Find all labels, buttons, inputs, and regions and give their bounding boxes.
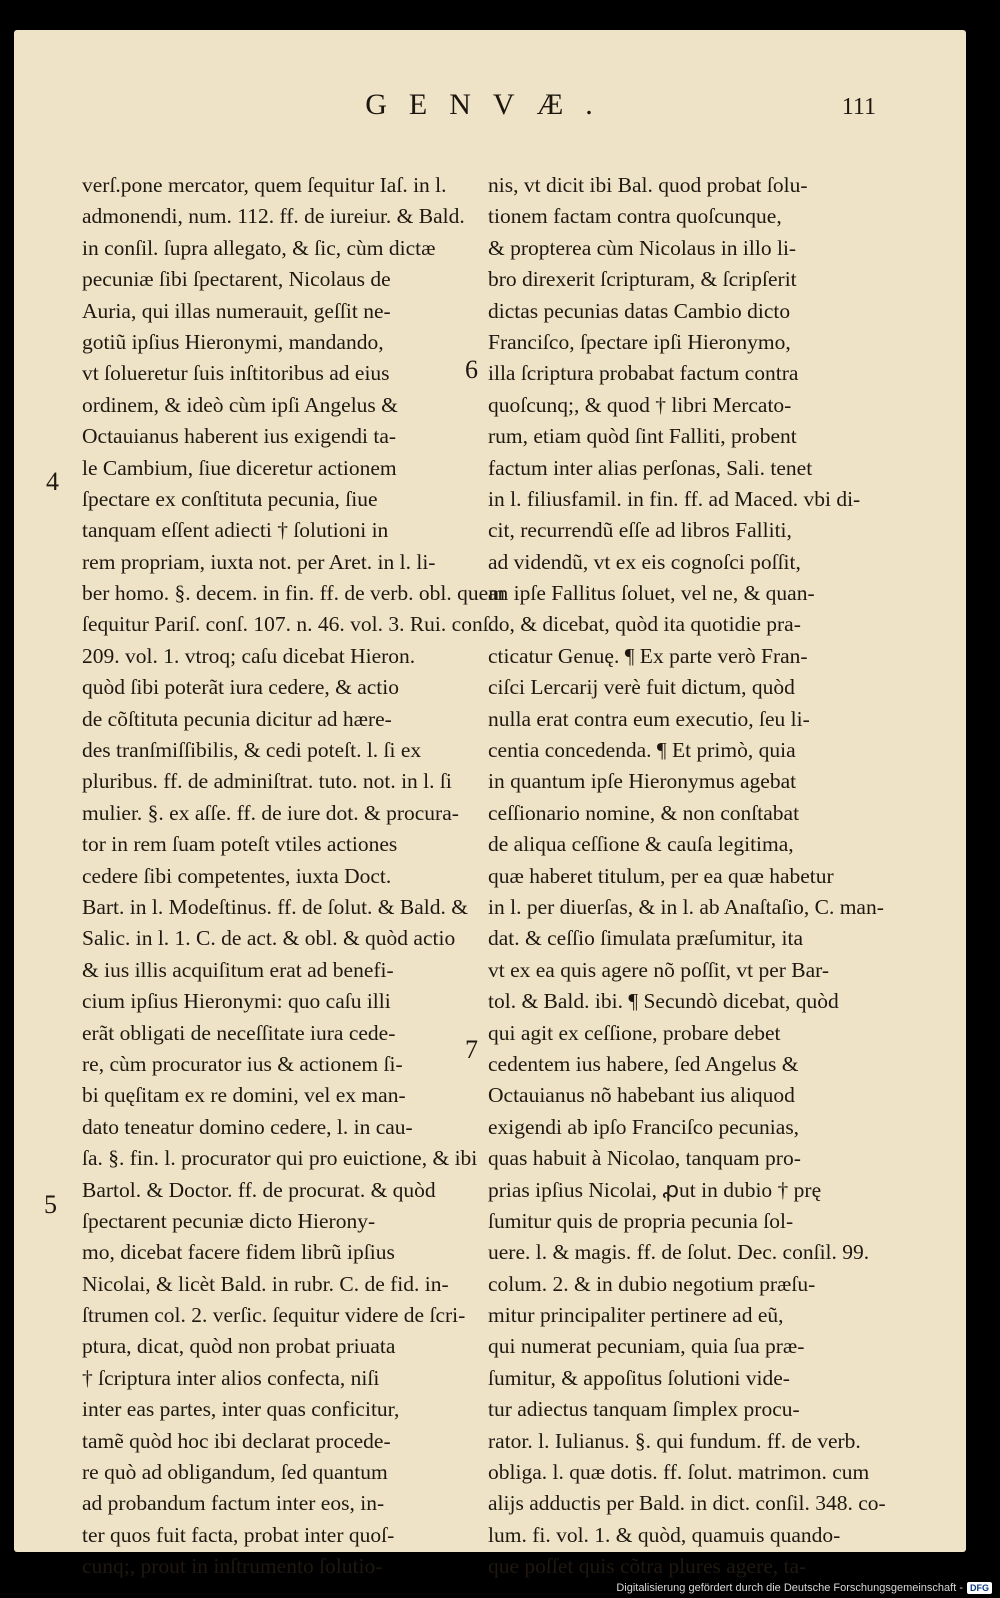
- text-line: lum. fi. vol. 1. & quòd, quamuis quando-: [488, 1522, 841, 1547]
- text-line: rator. l. Iulianus. §. qui fundum. ff. de verb.: [488, 1428, 861, 1453]
- text-line: quæ haberet titulum, per ea quæ habetur: [488, 863, 834, 888]
- text-line: Nicolai, & licèt Bald. in rubr. C. de fid. in-: [82, 1271, 449, 1296]
- text-line: tur adiectus tanquam ſimplex procu-: [488, 1397, 800, 1422]
- text-line: rem propriam, iuxta not. per Aret. in l. li-: [82, 549, 436, 574]
- text-line: in l. per diuerſas, & in l. ab Anaſtaſio, C. man-: [488, 894, 884, 919]
- text-line: Bartol. & Doctor. ff. de procurat. & quòd: [82, 1177, 436, 1202]
- text-line: † ſcriptura inter alios confecta, niſi: [82, 1365, 380, 1390]
- text-line: ſa. §. fin. l. procurator qui pro euictione, & ibi: [82, 1146, 478, 1171]
- text-line: quas habuit à Nicolao, tanquam pro-: [488, 1146, 801, 1171]
- margin-number-5: 5: [44, 1190, 57, 1219]
- text-line: an ipſe Fallitus ſoluet, vel ne, & quan-: [488, 581, 815, 606]
- text-line: de cõſtituta pecunia dicitur ad hære-: [82, 706, 392, 731]
- text-line: factum inter alias perſonas, Sali. tenet: [488, 455, 813, 480]
- text-line: do, & dicebat, quòd ita quotidie pra-: [488, 612, 801, 637]
- text-line: admonendi, num. 112. ff. de iureiur. & Bald.: [82, 204, 465, 229]
- text-line: in quantum ipſe Hieronymus agebat: [488, 769, 797, 794]
- text-line: ordinem, & ideò cùm ipſi Angelus &: [82, 392, 398, 417]
- text-line: ciſci Lercarij verè fuit dictum, quòd: [488, 675, 795, 700]
- text-line: Salic. in l. 1. C. de act. & obl. & quòd actio: [82, 926, 456, 951]
- text-line: in l. filiusfamil. in fin. ff. ad Maced. vbi di-: [488, 486, 861, 511]
- text-line: cedentem ius habere, ſed Angelus &: [488, 1051, 799, 1076]
- text-line: mo, dicebat facere fidem librũ ipſius: [82, 1240, 395, 1265]
- text-line: ſequitur Pariſ. conſ. 107. n. 46. vol. 3. Rui. conſ.: [82, 612, 495, 637]
- book-page: [14, 30, 966, 1579]
- text-line: vt ſolueretur ſuis inſtitoribus ad eius: [82, 361, 390, 386]
- text-line: dictas pecunias datas Cambio dicto: [488, 298, 791, 323]
- text-line: 209. vol. 1. vtroq; caſu dicebat Hieron.: [82, 643, 416, 668]
- text-line: nulla erat contra eum executio, ſeu li-: [488, 706, 810, 731]
- text-line: Octauianus haberent ius exigendi ta-: [82, 424, 397, 449]
- text-line: tol. & Bald. ibi. ¶ Secundò dicebat, quòd: [488, 989, 839, 1014]
- text-line: Auria, qui illas numerauit, geſſit ne-: [82, 298, 391, 323]
- text-line: dat. & ceſſio ſimulata præſumitur, ita: [488, 926, 804, 951]
- text-line: tamẽ quòd hoc ibi declarat procede-: [82, 1428, 391, 1453]
- text-line: erãt obligati de neceſſitate iura cede-: [82, 1020, 396, 1045]
- text-line: vt ex ea quis agere nõ poſſit, vt per Bar-: [488, 957, 830, 982]
- margin-number-4: 4: [46, 467, 59, 496]
- text-line: rum, etiam quòd ſint Falliti, probent: [488, 424, 797, 449]
- text-line: mitur principaliter pertinere ad eũ,: [488, 1303, 784, 1328]
- text-line: bro direxerit ſcripturam, & ſcripſerit: [488, 267, 797, 292]
- text-line: qui agit ex ceſſione, probare debet: [488, 1020, 781, 1045]
- text-line: verſ.pone mercator, quem ſequitur Iaſ. in l.: [82, 173, 447, 197]
- left-text-column: [82, 170, 505, 1583]
- text-line: ceſſionario nomine, & non conſtabat: [488, 800, 800, 825]
- text-line: mulier. §. ex aſſe. ff. de iure dot. & procura-: [82, 800, 459, 825]
- footer-text: Digitalisierung gefördert durch die Deutsche Forschungsgemeinschaft -: [616, 1582, 963, 1594]
- text-line: exigendi ab ipſo Franciſco pecunias,: [488, 1114, 800, 1139]
- text-line: tionem factam contra quoſcunque,: [488, 204, 782, 229]
- text-line: cedere ſibi competentes, iuxta Doct.: [82, 863, 392, 888]
- text-line: Bart. in l. Modeſtinus. ff. de ſolut. & Bald. &: [82, 894, 468, 919]
- text-line: Franciſco, ſpectare ipſi Hieronymo,: [488, 329, 791, 354]
- text-line: dato teneatur domino cedere, l. in cau-: [82, 1114, 413, 1139]
- margin-number-7: 7: [465, 1035, 478, 1064]
- text-line: ad probandum factum inter eos, in-: [82, 1491, 385, 1516]
- text-line: centia concedenda. ¶ Et primò, quia: [488, 738, 796, 763]
- running-title: GENVÆ.: [365, 88, 615, 121]
- text-line: ſtrumen col. 2. verſic. ſequitur videre de ſcri-: [82, 1303, 466, 1328]
- text-line: ad videndũ, vt ex eis cognoſci poſſit,: [488, 549, 801, 574]
- text-line: qui numerat pecuniam, quia ſua præ-: [488, 1334, 805, 1359]
- text-line: alijs adductis per Bald. in dict. conſil. 348. co-: [488, 1491, 886, 1516]
- text-line: ſumitur quis de propria pecunia ſol-: [488, 1208, 794, 1233]
- text-line: colum. 2. & in dubio negotium præſu-: [488, 1271, 816, 1296]
- text-line: & propterea cùm Nicolaus in illo li-: [488, 235, 797, 260]
- text-line: cunq;, prout in inſtrumento ſolutio-: [82, 1554, 383, 1579]
- text-line: bi quęſitam ex re domini, vel ex man-: [82, 1083, 406, 1108]
- text-line: illa ſcriptura probabat factum contra: [488, 361, 799, 386]
- text-line: cit, recurrendũ eſſe ad libros Falliti,: [488, 518, 792, 543]
- text-line: nis, vt dicit ibi Bal. quod probat ſolu-: [488, 173, 808, 197]
- page-number: 111: [841, 94, 876, 120]
- text-line: cium ipſius Hieronymi: quo caſu illi: [82, 989, 391, 1014]
- text-line: & ius illis acquiſitum erat ad benefi-: [82, 957, 394, 982]
- text-line: re, cùm procurator ius & actionem ſi-: [82, 1051, 403, 1076]
- text-line: in conſil. ſupra allegato, & ſic, cùm dictæ: [82, 235, 436, 260]
- text-line: quoſcunq;, & quod † libri Mercato-: [488, 392, 792, 417]
- text-line: obliga. l. quæ dotis. ff. ſolut. matrimon. cum: [488, 1460, 870, 1485]
- text-line: pluribus. ff. de adminiſtrat. tuto. not. in l. ſi: [82, 769, 452, 794]
- text-line: ſumitur, & appoſitus ſolutioni vide-: [488, 1365, 790, 1390]
- margin-number-6: 6: [465, 355, 478, 384]
- text-line: re quò ad obligandum, ſed quantum: [82, 1460, 388, 1485]
- text-line: ſpectare ex conſtituta pecunia, ſiue: [82, 486, 378, 511]
- text-line: ptura, dicat, quòd non probat priuata: [82, 1334, 396, 1359]
- page-header: [14, 88, 966, 128]
- text-line: tanquam eſſent adiecti † ſolutioni in: [82, 518, 389, 543]
- text-line: ber homo. §. decem. in fin. ff. de verb. obl. quem: [82, 581, 505, 606]
- text-line: tor in rem ſuam poteſt vtiles actiones: [82, 832, 398, 857]
- text-line: que poſſet quis cõtra plures agere, ta-: [488, 1554, 807, 1579]
- digitization-footer: [616, 1582, 992, 1594]
- text-line: uere. l. & magis. ff. de ſolut. Dec. conſil. 99.: [488, 1240, 870, 1265]
- dfg-logo: DFG: [967, 1582, 992, 1594]
- text-line: prias ipſius Nicolai, ꝓut in dubio † prę: [488, 1177, 822, 1202]
- text-line: inter eas partes, inter quas conficitur,: [82, 1397, 400, 1422]
- text-line: cticatur Genuę. ¶ Ex parte verò Fran-: [488, 643, 808, 668]
- right-text-column: [488, 170, 886, 1583]
- text-line: ſpectarent pecuniæ dicto Hierony-: [82, 1208, 376, 1233]
- text-line: quòd ſibi poterãt iura cedere, & actio: [82, 675, 399, 700]
- text-line: le Cambium, ſiue diceretur actionem: [82, 455, 397, 480]
- text-line: gotiũ ipſius Hieronymi, mandando,: [82, 329, 384, 354]
- text-line: Octauianus nõ habebant ius aliquod: [488, 1083, 795, 1108]
- text-line: de aliqua ceſſione & cauſa legitima,: [488, 832, 794, 857]
- text-line: ter quos fuit facta, probat inter quoſ-: [82, 1522, 395, 1547]
- text-line: des tranſmiſſibilis, & cedi poteſt. l. ſi ex: [82, 738, 422, 763]
- text-line: pecuniæ ſibi ſpectarent, Nicolaus de: [82, 267, 391, 292]
